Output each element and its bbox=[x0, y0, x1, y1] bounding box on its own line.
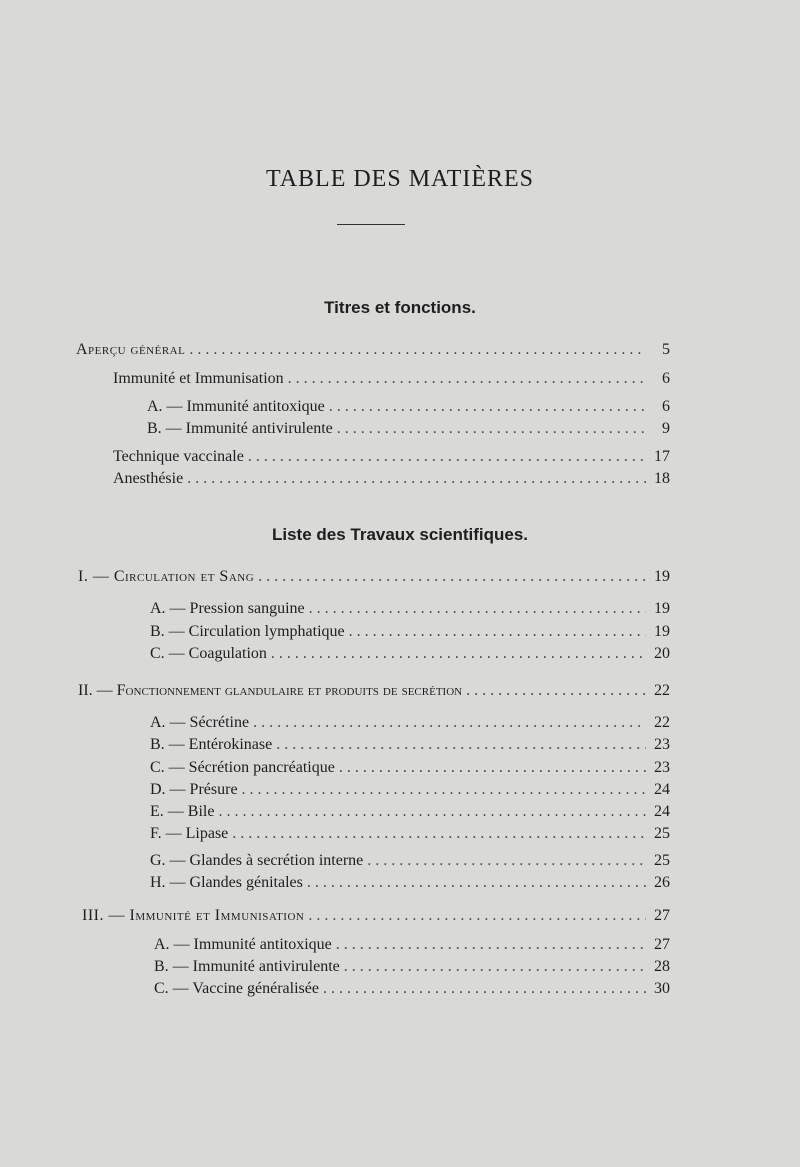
toc-entry bbox=[154, 958, 670, 982]
toc-entry bbox=[150, 874, 670, 898]
toc-entry-label: B. — Circulation lymphatique bbox=[150, 623, 345, 640]
toc-entry bbox=[154, 980, 670, 1004]
leader-dots bbox=[308, 907, 646, 925]
toc-entry-label: III. — Immunité et Immunisation bbox=[82, 907, 305, 924]
toc-entry-label: I. — Circulation et Sang bbox=[78, 568, 255, 585]
toc-entry-page: 18 bbox=[654, 470, 670, 487]
leader-dots bbox=[253, 714, 646, 732]
toc-entry bbox=[150, 600, 670, 624]
toc-entry bbox=[150, 852, 670, 876]
leader-dots bbox=[218, 803, 646, 821]
toc-entry-page: 6 bbox=[662, 370, 670, 387]
section-heading-titres: Titres et fonctions. bbox=[324, 298, 476, 317]
leader-dots bbox=[349, 623, 646, 641]
toc-entry-page: 27 bbox=[654, 907, 670, 924]
toc-entry bbox=[150, 623, 670, 647]
toc-entry bbox=[150, 781, 670, 805]
toc-entry-label: B. — Immunité antivirulente bbox=[147, 420, 333, 437]
leader-dots bbox=[466, 682, 646, 700]
toc-entry-page: 6 bbox=[662, 398, 670, 415]
leader-dots bbox=[248, 448, 646, 466]
toc-entry-label: B. — Immunité antivirulente bbox=[154, 958, 340, 975]
toc-entry-page: 9 bbox=[662, 420, 670, 437]
toc-entry-label: II. — Fonctionnement glandulaire et produits de secrétion bbox=[78, 682, 463, 699]
toc-entry-page: 5 bbox=[662, 341, 670, 358]
toc-entry bbox=[78, 568, 670, 592]
toc-entry bbox=[147, 398, 670, 422]
toc-entry bbox=[150, 759, 670, 783]
toc-entry-page: 24 bbox=[654, 781, 670, 798]
toc-entry-label: A. — Immunité antitoxique bbox=[154, 936, 332, 953]
toc-entry bbox=[150, 736, 670, 760]
leader-dots bbox=[271, 645, 646, 663]
toc-entry-label: E. — Bile bbox=[150, 803, 215, 820]
leader-dots bbox=[187, 470, 646, 488]
toc-entry-label: B. — Entérokinase bbox=[150, 736, 273, 753]
toc-entry-label: C. — Coagulation bbox=[150, 645, 267, 662]
toc-entry-page: 25 bbox=[654, 825, 670, 842]
toc-entry bbox=[76, 341, 670, 365]
leader-dots bbox=[337, 420, 646, 438]
leader-dots bbox=[288, 370, 646, 388]
toc-entry bbox=[147, 420, 670, 444]
leader-dots bbox=[344, 958, 646, 976]
toc-entry-label: Anesthésie bbox=[113, 470, 184, 487]
toc-entry-label: C. — Sécrétion pancréatique bbox=[150, 759, 335, 776]
toc-entry bbox=[150, 645, 670, 669]
toc-entry-page: 27 bbox=[654, 936, 670, 953]
leader-dots bbox=[307, 874, 646, 892]
title-rule bbox=[337, 224, 405, 225]
toc-entry-label: Aperçu général bbox=[76, 341, 186, 358]
toc-entry-page: 25 bbox=[654, 852, 670, 869]
leader-dots bbox=[329, 398, 646, 416]
toc-entry-label: D. — Présure bbox=[150, 781, 238, 798]
toc-entry-page: 26 bbox=[654, 874, 670, 891]
toc-entry-page: 22 bbox=[654, 714, 670, 731]
toc-entry-page: 22 bbox=[654, 682, 670, 699]
toc-entry bbox=[113, 370, 670, 394]
toc-entry bbox=[113, 448, 670, 472]
leader-dots bbox=[189, 341, 646, 359]
toc-entry bbox=[113, 470, 670, 494]
toc-entry-label: H. — Glandes génitales bbox=[150, 874, 303, 891]
toc-entry-page: 17 bbox=[654, 448, 670, 465]
toc-entry bbox=[154, 936, 670, 960]
toc-entry-label: C. — Vaccine généralisée bbox=[154, 980, 319, 997]
toc-entry-page: 23 bbox=[654, 736, 670, 753]
section-heading-travaux: Liste des Travaux scientifiques. bbox=[271, 525, 529, 544]
toc-entry-label: A. — Sécrétine bbox=[150, 714, 250, 731]
toc-entry-page: 20 bbox=[654, 645, 670, 662]
page-title: TABLE DES MATIÈRES bbox=[265, 166, 535, 192]
toc-entry bbox=[150, 825, 670, 849]
leader-dots bbox=[276, 736, 646, 754]
toc-entry bbox=[150, 714, 670, 738]
toc-entry-label: G. — Glandes à secrétion interne bbox=[150, 852, 364, 869]
leader-dots bbox=[367, 852, 646, 870]
toc-entry-page: 19 bbox=[654, 568, 670, 585]
toc-entry-page: 23 bbox=[654, 759, 670, 776]
toc-entry-label: A. — Pression sanguine bbox=[150, 600, 305, 617]
toc-entry bbox=[82, 907, 670, 931]
toc-entry bbox=[78, 682, 670, 706]
leader-dots bbox=[323, 980, 646, 998]
toc-entry-label: Technique vaccinale bbox=[113, 448, 244, 465]
toc-entry-page: 19 bbox=[654, 623, 670, 640]
leader-dots bbox=[339, 759, 646, 777]
toc-entry bbox=[150, 803, 670, 827]
leader-dots bbox=[258, 568, 646, 586]
toc-entry-page: 24 bbox=[654, 803, 670, 820]
toc-entry-label: A. — Immunité antitoxique bbox=[147, 398, 325, 415]
toc-entry-page: 19 bbox=[654, 600, 670, 617]
leader-dots bbox=[336, 936, 646, 954]
toc-entry-label: F. — Lipase bbox=[150, 825, 229, 842]
leader-dots bbox=[309, 600, 646, 618]
toc-entry-page: 28 bbox=[654, 958, 670, 975]
toc-entry-label: Immunité et Immunisation bbox=[113, 370, 284, 387]
leader-dots bbox=[232, 825, 646, 843]
leader-dots bbox=[242, 781, 646, 799]
toc-entry-page: 30 bbox=[654, 980, 670, 997]
